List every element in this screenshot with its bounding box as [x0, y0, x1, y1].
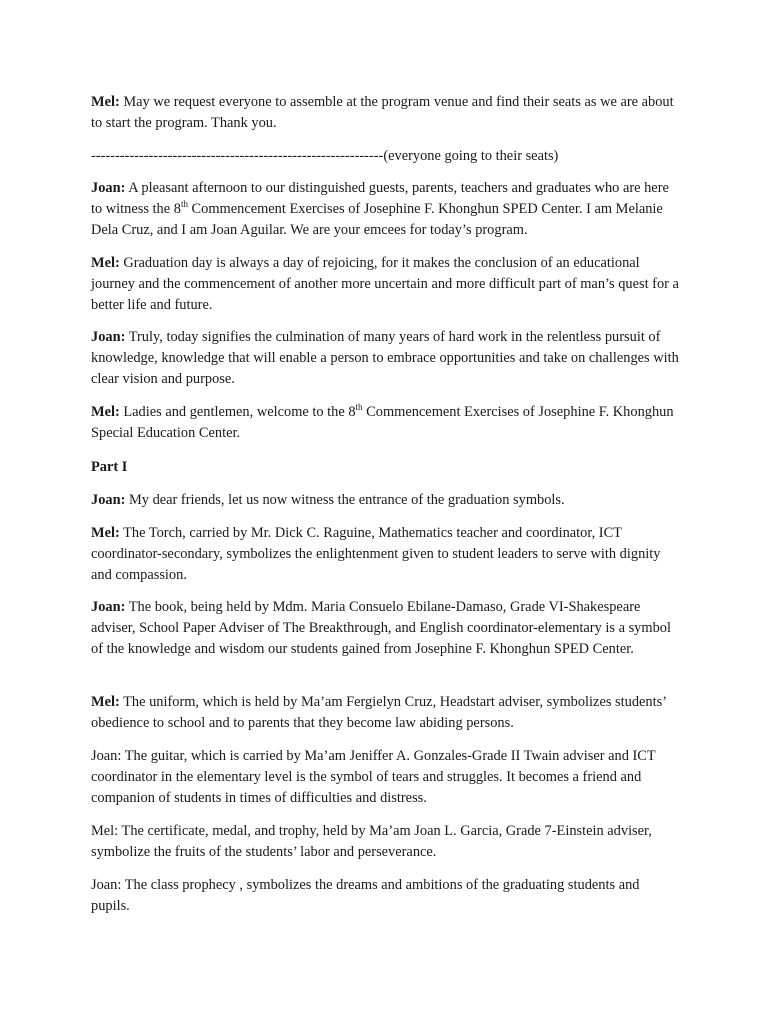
speaker-label: Joan: [91, 599, 126, 615]
paragraph-joan-book [91, 597, 681, 660]
speaker-label: Mel: [91, 404, 120, 420]
paragraph-text: Graduation day is always a day of rejoicing, for it makes the conclusion of an educational journey and the commencement of another more uncertain and more difficult part of man’s quest for a better life and future. [91, 255, 679, 313]
paragraph-text: The class prophecy , symbolizes the dreams and ambitions of the graduating students and pupils. [91, 877, 640, 914]
paragraph-text: The uniform, which is held by Ma’am Fergielyn Cruz, Headstart adviser, symbolizes students’ obedience to school and to parents that they become law abiding persons. [91, 694, 666, 731]
speaker-label: Joan: [91, 877, 122, 893]
paragraph-text: The Torch, carried by Mr. Dick C. Raguine, Mathematics teacher and coordinator, ICT coordinator-secondary, symbolizes the enlightenment given to student leaders to serve with dignity and compassion. [91, 525, 661, 583]
speaker-label: Joan: [91, 180, 126, 196]
paragraph-text: May we request everyone to assemble at the program venue and find their seats as we are about to start the program. Thank you. [91, 94, 674, 131]
paragraph-text: The certificate, medal, and trophy, held by Ma’am Joan L. Garcia, Grade 7-Einstein adviser, symbolize the fruits of the students’ labor and perseverance. [91, 823, 652, 860]
stage-direction [91, 146, 681, 167]
paragraph-mel-certificate [91, 821, 681, 863]
paragraph-text: A pleasant afternoon to our distinguished guests, parents, teachers and graduates who are here to witness the 8 [91, 180, 669, 217]
paragraph-joan-guitar [91, 746, 681, 809]
speaker-label: Mel: [91, 255, 120, 271]
paragraph-text: The guitar, which is carried by Ma’am Jeniffer A. Gonzales-Grade II Twain adviser and ICT coordinator in the elementary level is the symbol of tears and struggles. It becomes a friend and companion of students in times of difficulties and distress. [91, 748, 656, 806]
speaker-label: Joan: [91, 748, 122, 764]
paragraph-joan-prophecy [91, 875, 681, 917]
paragraph-joan-symbols [91, 490, 681, 511]
speaker-label: Joan: [91, 329, 126, 345]
speaker-label: Mel: [91, 94, 120, 110]
speaker-label: Mel: [91, 694, 120, 710]
paragraph-text: Truly, today signifies the culmination of many years of hard work in the relentless pursuit of knowledge, knowledge that will enable a person to embrace opportunities and take on challenges with clear vision and purpose. [91, 329, 679, 387]
paragraph-text-continued: Commencement Exercises of Josephine F. Khonghun SPED Center. I am Melanie Dela Cruz, and I am Joan Aguilar. We are your emcees for today’s program. [91, 201, 663, 238]
speaker-label: Mel: [91, 525, 120, 541]
speaker-label: Joan: [91, 492, 126, 508]
section-heading-part-1 [91, 457, 681, 478]
paragraph-text: The book, being held by Mdm. Maria Consuelo Ebilane-Damaso, Grade VI-Shakespeare adviser, School Paper Adviser of The Breakthrough, and English coordinator-elementary is a symbol of the knowledge and wisdom our students gained from Josephine F. Khonghun SPED Center. [91, 599, 671, 657]
paragraph-joan-greeting [91, 178, 681, 241]
section-heading-text: Part I [91, 459, 128, 475]
paragraph-mel-graduation-day [91, 253, 681, 316]
speaker-label: Mel: [91, 823, 119, 839]
paragraph-joan-culmination [91, 327, 681, 390]
stage-direction-text: -------------------------------------------------------------(everyone going to their seats) [91, 148, 559, 164]
paragraph-text-continued: Commencement Exercises of Josephine F. Khonghun Special Education Center. [91, 404, 674, 441]
paragraph-mel-torch [91, 523, 681, 586]
paragraph-mel-uniform [91, 692, 681, 734]
paragraph-text: My dear friends, let us now witness the entrance of the graduation symbols. [125, 492, 565, 508]
paragraph-mel-assemble [91, 92, 681, 134]
paragraph-text: Ladies and gentlemen, welcome to the 8 [119, 404, 356, 420]
ordinal-suffix: th [180, 199, 188, 210]
ordinal-suffix: th [355, 402, 363, 413]
paragraph-mel-welcome [91, 402, 681, 444]
